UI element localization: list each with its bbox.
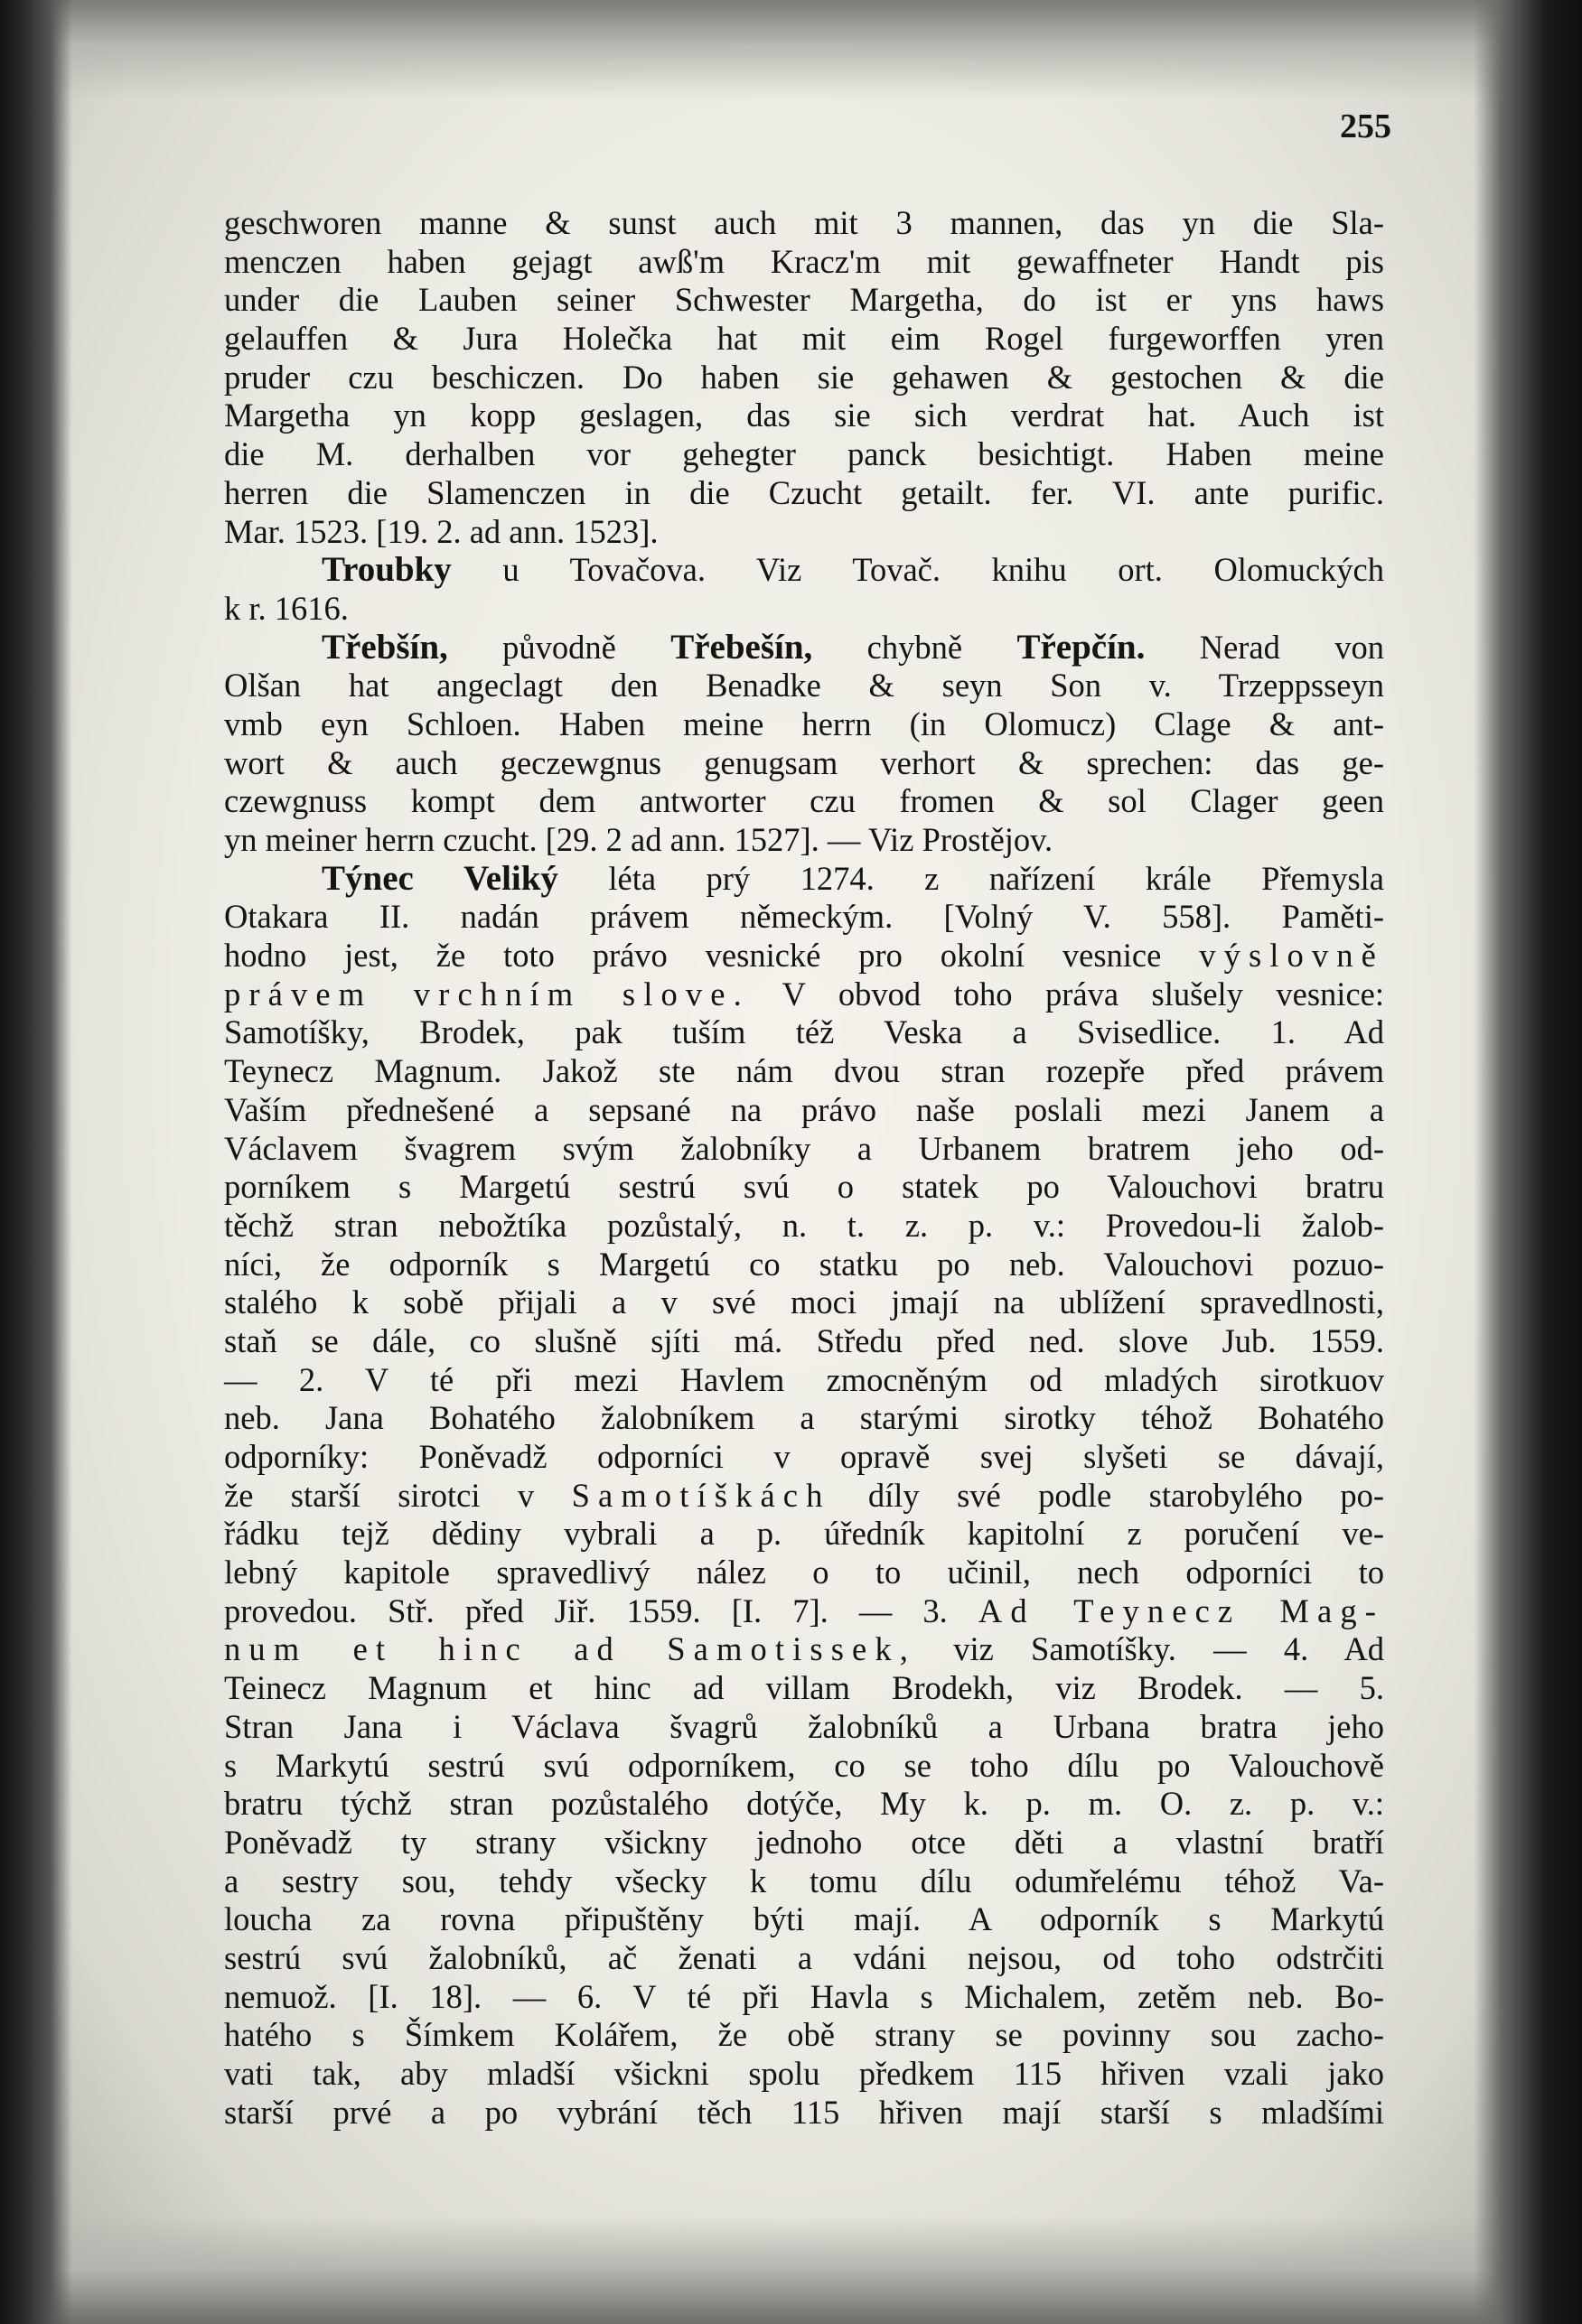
text-line xyxy=(224,397,1384,435)
text-line xyxy=(224,1747,1384,1786)
text-line xyxy=(224,1708,1384,1747)
text-line xyxy=(224,1207,1384,1246)
text-segment: Vaším přednešené a sepsané na právo naše poslali mezi Janem a xyxy=(224,1090,1384,1128)
text-segment: porníkem s Margetú sestrú svú o statek po Valouchovi bratru xyxy=(224,1168,1384,1206)
spaced-emphasis: num et hinc ad Samotissek, xyxy=(224,1630,917,1668)
text-line xyxy=(224,1515,1384,1554)
text-segment: a sestry sou, tehdy všecky k tomu dílu odumřelému téhož Va- xyxy=(224,1862,1384,1899)
text-segment: odporníky: Poněvadž odporníci v opravě svej slyšeti se dávají, xyxy=(224,1438,1384,1475)
text-line xyxy=(224,281,1384,320)
text-line xyxy=(224,975,1384,1014)
text-segment: pruder czu beschiczen. Do haben sie gehawen & gestochen & die xyxy=(224,358,1384,396)
text-segment: yn meiner herrn czucht. [29. 2 ad ann. 1527]. — Viz Prostějov. xyxy=(224,821,1053,858)
text-segment: původně xyxy=(447,628,671,666)
text-line xyxy=(224,435,1384,474)
text-line xyxy=(224,860,1384,899)
text-line xyxy=(224,474,1384,513)
text-line xyxy=(224,1399,1384,1438)
text-line xyxy=(224,359,1384,397)
entry-heading: Troubky xyxy=(322,550,452,590)
text-line xyxy=(224,1824,1384,1862)
entry-heading-variant: Třebešín, xyxy=(670,627,813,667)
text-line xyxy=(224,782,1384,821)
text-line xyxy=(224,513,1384,552)
text-line xyxy=(224,1361,1384,1400)
text-segment: loucha za rovna připuštěny býti mají. A odporník s Markytú xyxy=(224,1900,1384,1938)
text-line xyxy=(224,1052,1384,1091)
text-segment: herren die Slamenczen in die Czucht getailt. fer. VI. ante purific. xyxy=(224,473,1384,511)
text-line xyxy=(224,744,1384,783)
text-segment: sestrú svú žalobníků, ač ženati a vdáni nejsou, od toho odstrčiti xyxy=(224,1938,1384,1976)
text-line xyxy=(224,1862,1384,1901)
text-line xyxy=(224,551,1384,590)
text-segment: Nerad von xyxy=(1145,628,1384,666)
text-line xyxy=(224,667,1384,705)
scan-shadow-top xyxy=(0,0,1582,99)
scan-shadow-right xyxy=(1474,0,1582,2324)
text-segment: menczen haben gejagt awß'm Kracz'm mit gewaffneter Handt pis xyxy=(224,242,1384,280)
text-segment: geschworen manne & sunst auch mit 3 mannen, das yn die Sla- xyxy=(224,204,1384,241)
page-number: 255 xyxy=(1340,107,1391,145)
text-segment: díly své podle starobylého po- xyxy=(830,1476,1384,1514)
text-segment: nemuož. [I. 18]. — 6. V té při Havla s Michalem, zetěm neb. Bo- xyxy=(224,1977,1384,2015)
entry-heading-variant: Třepčín. xyxy=(1016,627,1146,667)
text-segment: Otakara II. nadán právem německým. [Volný V. 558]. Paměti- xyxy=(224,898,1384,936)
text-line xyxy=(224,1013,1384,1052)
text-segment: Teinecz Magnum et hinc ad villam Brodekh, viz Brodek. — 5. xyxy=(224,1669,1384,1707)
text-segment: Olšan hat angeclagt den Benadke & seyn Son v. Trzeppsseyn xyxy=(224,667,1384,705)
text-line xyxy=(224,1168,1384,1207)
text-line xyxy=(224,1091,1384,1130)
text-line xyxy=(224,590,1384,629)
text-segment: staň se dále, co slušně sjíti má. Středu před ned. slove Jub. 1559. xyxy=(224,1321,1384,1359)
text-segment: léta prý 1274. z nařízení krále Přemysla xyxy=(557,859,1384,897)
text-line xyxy=(224,1900,1384,1939)
spaced-emphasis: Ad Teynecz Mag- xyxy=(978,1591,1384,1629)
text-segment: — 2. V té při mezi Havlem zmocněným od mladých sirotkuov xyxy=(224,1360,1384,1398)
text-segment: Samotíšky, Brodek, pak tuším též Veska a Svisedlice. 1. Ad xyxy=(224,1013,1384,1051)
spaced-emphasis: výslovně xyxy=(1199,937,1384,975)
text-segment: stalého k sobě přijali a v své moci jmají na ublížení spravedlnosti, xyxy=(224,1283,1384,1321)
text-segment: těchž stran nebožtíka pozůstalý, n. t. z. p. v.: Provedou-li žalob- xyxy=(224,1206,1384,1244)
entry-heading: Třebšín, xyxy=(322,627,448,667)
text-segment: níci, že odporník s Margetú co statku po neb. Valouchovi pozuo- xyxy=(224,1245,1384,1283)
text-segment: viz Samotíšky. — 4. Ad xyxy=(916,1630,1384,1668)
text-segment: vati tak, aby mladší všickni spolu předkem 115 hřiven vzali jako xyxy=(224,2055,1384,2092)
text-line xyxy=(224,1978,1384,2017)
text-line xyxy=(224,821,1384,860)
text-segment: u Tovačova. Viz Tovač. knihu ort. Olomuckých xyxy=(451,551,1384,589)
scan-shadow-left xyxy=(0,0,72,2324)
text-line xyxy=(224,204,1384,243)
text-segment: Teynecz Magnum. Jakož ste nám dvou stran rozepře před právem xyxy=(224,1052,1384,1090)
text-segment: hodno jest, že toto právo vesnické pro okolní vesnice xyxy=(224,937,1200,975)
text-segment: k r. 1616. xyxy=(224,589,349,627)
text-line xyxy=(224,1592,1384,1631)
text-segment: Václavem švagrem svým žalobníky a Urbanem bratrem jeho od- xyxy=(224,1129,1384,1167)
text-segment: bratru týchž stran pozůstalého dotýče, My k. p. m. O. z. p. v.: xyxy=(224,1785,1384,1823)
text-line xyxy=(224,898,1384,937)
text-segment: s Markytú sestrú svú odporníkem, co se toho dílu po Valouchově xyxy=(224,1746,1384,1784)
spaced-emphasis: Samotíškách xyxy=(571,1476,831,1514)
text-line xyxy=(224,1669,1384,1708)
text-line xyxy=(224,1438,1384,1477)
text-segment: hatého s Šímkem Kolářem, že obě strany se povinny sou zacho- xyxy=(224,2016,1384,2054)
text-segment: chybně xyxy=(812,628,1017,666)
text-segment: provedou. Stř. před Jiř. 1559. [I. 7]. — 3. xyxy=(224,1591,978,1629)
text-line xyxy=(224,1246,1384,1284)
text-line xyxy=(224,629,1384,667)
text-line xyxy=(224,243,1384,282)
text-line xyxy=(224,1130,1384,1169)
text-segment: gelauffen & Jura Holečka hat mit eim Rogel furgeworffen yren xyxy=(224,320,1384,358)
text-segment: Margetha yn kopp geslagen, das sie sich verdrat hat. Auch ist xyxy=(224,397,1384,434)
text-segment: starší prvé a po vybrání těch 115 hřiven mají starší s mladšími xyxy=(224,2093,1384,2131)
text-line xyxy=(224,2055,1384,2094)
text-line xyxy=(224,320,1384,359)
text-line xyxy=(224,1785,1384,1824)
text-line xyxy=(224,1554,1384,1592)
text-segment: řádku tejž dědiny vybrali a p. úředník kapitolní z poručení ve- xyxy=(224,1515,1384,1553)
text-segment: neb. Jana Bohatého žalobníkem a starými sirotky téhož Bohatého xyxy=(224,1399,1384,1437)
text-segment: Poněvadž ty strany všickny jednoho otce děti a vlastní bratří xyxy=(224,1823,1384,1861)
text-line xyxy=(224,1630,1384,1669)
text-line xyxy=(224,2094,1384,2133)
text-line xyxy=(224,2016,1384,2055)
spaced-emphasis: právem vrchním slove. xyxy=(224,975,750,1013)
text-line xyxy=(224,705,1384,744)
text-segment: wort & auch geczewgnus genugsam verhort & sprechen: das ge- xyxy=(224,743,1384,781)
text-segment: Mar. 1523. [19. 2. ad ann. 1523]. xyxy=(224,512,659,550)
text-segment: Stran Jana i Václava švagrů žalobníků a Urbana bratra jeho xyxy=(224,1707,1384,1745)
entry-heading: Týnec Veliký xyxy=(322,858,558,898)
text-line xyxy=(224,1283,1384,1322)
text-line xyxy=(224,937,1384,975)
body-text xyxy=(224,204,1384,2132)
text-segment: že starší sirotci v xyxy=(224,1476,572,1514)
text-line xyxy=(224,1322,1384,1361)
text-segment: lebný kapitole spravedlivý nález o to učinil, nech odporníci to xyxy=(224,1554,1384,1591)
text-segment: czewgnuss kompt dem antworter czu fromen & sol Clager geen xyxy=(224,782,1384,820)
text-segment: die M. derhalben vor gehegter panck besichtigt. Haben meine xyxy=(224,435,1384,473)
text-segment: under die Lauben seiner Schwester Margetha, do ist er yns haws xyxy=(224,281,1384,319)
scan-shadow-bottom xyxy=(0,2216,1582,2324)
text-line xyxy=(224,1477,1384,1516)
text-segment: V obvod toho práva slušely vesnice: xyxy=(749,975,1384,1013)
text-segment: vmb eyn Schloen. Haben meine herrn (in Olomucz) Clage & ant- xyxy=(224,705,1384,742)
text-line xyxy=(224,1939,1384,1978)
